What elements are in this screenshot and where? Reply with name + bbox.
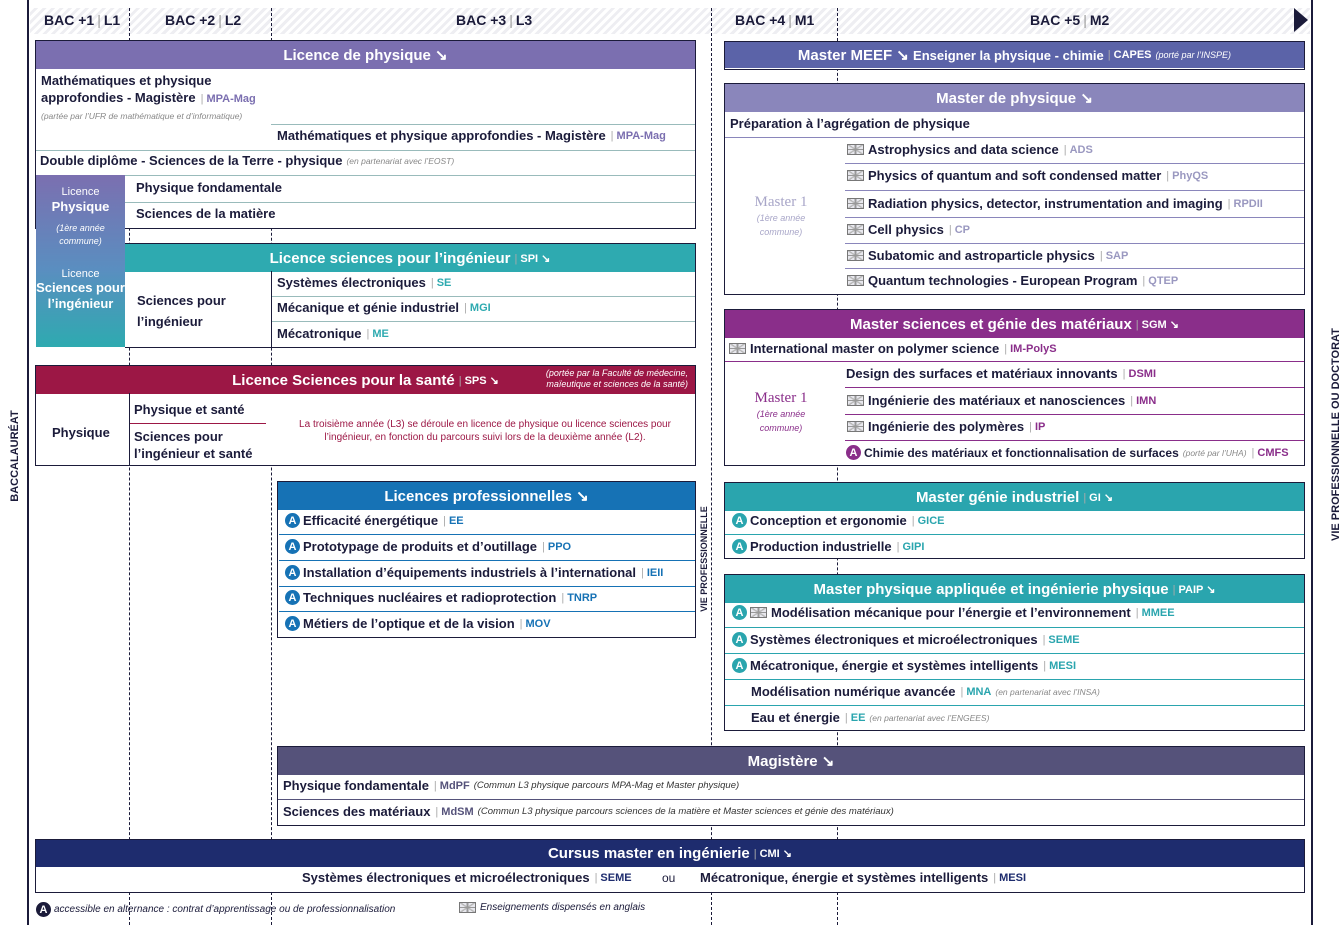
alternance-icon: A bbox=[732, 539, 747, 554]
master-meef-box bbox=[724, 41, 1305, 70]
msgm-item-dsmi: Design des surfaces et matériaux innovants | DSMI bbox=[846, 366, 1156, 381]
lspi-item-mgi: Mécanique et génie industriel | MGI bbox=[277, 300, 491, 315]
alternance-icon: A bbox=[36, 902, 51, 917]
mgi-item-gice: A Conception et ergonomie | GICE bbox=[732, 513, 945, 528]
uk-flag-icon bbox=[459, 902, 476, 913]
lsps-row-spi-sante: Sciences pour l’ingénieur et santé bbox=[134, 429, 253, 461]
lsps-left-label: Physique bbox=[52, 425, 110, 440]
alternance-icon: A bbox=[285, 513, 300, 528]
lsps-note: (portée par la Faculté de médecine, maïeutique et sciences de la santé) bbox=[545, 368, 688, 389]
uk-flag-icon bbox=[847, 170, 864, 181]
lpro-item-ppo: A Prototypage de produits et d’outillage | PPO bbox=[285, 539, 571, 554]
msgm-item-cmfs: A Chimie des matériaux et fonctionnalisation de surfaces (porté par l’UHA) | CMFS bbox=[846, 445, 1289, 460]
mag-item-mdpf: Physique fondamentale | MdPF (Commun L3 physique parcours MPA-Mag et Master physique) bbox=[283, 778, 739, 793]
cmi-item-seme: Systèmes électroniques et microélectroniques | SEME bbox=[302, 870, 632, 885]
master-paip-title[interactable]: Master physique appliquée et ingénierie physique | PAIP ↘ bbox=[725, 575, 1304, 603]
alternance-icon: A bbox=[732, 658, 747, 673]
alternance-icon: A bbox=[285, 616, 300, 631]
level-bac4: BAC +4 | M1 bbox=[735, 12, 815, 28]
lspi-item-se: Systèmes électroniques | SE bbox=[277, 275, 451, 290]
magistere-title[interactable]: Magistère ↘ bbox=[278, 747, 1304, 775]
mphys-master1: Master 1 (1ère année commune) bbox=[754, 194, 808, 237]
mphys-item-cp: Cell physics | CP bbox=[847, 222, 970, 237]
lphys-row-double-diplome: Double diplôme - Sciences de la Terre - physique (en partenariat avec l’EOST) bbox=[40, 153, 455, 168]
mphys-item-phyqs: Physics of quantum and soft condensed matter | PhyQS bbox=[847, 168, 1208, 183]
mphys-item-ads: Astrophysics and data science | ADS bbox=[847, 142, 1093, 157]
licence-physique-common: Licence Physique (1ère année commune) bbox=[51, 186, 110, 246]
level-bac2: BAC +2 | L2 bbox=[165, 12, 242, 28]
right-border bbox=[1311, 0, 1313, 925]
uk-flag-icon bbox=[729, 343, 746, 354]
licence-spi-title[interactable]: Licence sciences pour l’ingénieur | SPI ↘ bbox=[125, 244, 695, 272]
lpro-item-tnrp: A Techniques nucléaires et radioprotection | TNRP bbox=[285, 590, 597, 605]
lphys-row-mpamag-l3: Mathématiques et physique approfondies - Magistère | MPA-Mag bbox=[277, 128, 666, 143]
uk-flag-icon bbox=[847, 275, 864, 286]
legend-alternance: A accessible en alternance : contrat d’apprentissage ou de professionnalisation bbox=[36, 902, 395, 917]
alternance-icon: A bbox=[846, 445, 861, 460]
master-gi-title[interactable]: Master génie industriel | GI ↘ bbox=[725, 483, 1304, 511]
paip-item-mna: Modélisation numérique avancée | MNA (en partenariat avec l’INSA) bbox=[751, 684, 1100, 699]
cmi-title[interactable]: Cursus master en ingénierie | CMI ↘ bbox=[36, 840, 1304, 867]
licence-sps-title[interactable]: Licence Sciences pour la santé | SPS ↘ bbox=[36, 366, 695, 394]
uk-flag-icon bbox=[847, 421, 864, 432]
cmi-or: ou bbox=[662, 871, 676, 885]
master-physique-title[interactable]: Master de physique ↘ bbox=[725, 84, 1304, 112]
level-bac1: BAC +1 | L1 bbox=[44, 12, 121, 28]
lspi-item-me: Mécatronique | ME bbox=[277, 326, 389, 341]
lphys-row-matiere: Sciences de la matière bbox=[136, 206, 276, 221]
lsps-row-sante: Physique et santé bbox=[134, 402, 245, 417]
licence-spi-common: Licence Sciences pour l’ingénieur bbox=[36, 268, 125, 311]
mphys-item-qtep: Quantum technologies - European Program | QTEP bbox=[847, 273, 1178, 288]
alternance-icon: A bbox=[285, 539, 300, 554]
msgm-master1: Master 1 (1ère année commune) bbox=[754, 390, 808, 433]
lphys-row-mpamag-l1: Mathématiques et physique approfondies - Magistère| MPA-Mag (partée par l’UFR de mathématique et d’informatique) bbox=[41, 72, 256, 125]
msgm-item-imn: Ingénierie des matériaux et nanosciences | IMN bbox=[847, 393, 1156, 408]
msgm-item-impolys: International master on polymer science | IM-PolyS bbox=[729, 341, 1057, 356]
master-physique-box bbox=[724, 83, 1305, 295]
paip-item-mesi: A Mécatronique, énergie et systèmes intelligents | MESI bbox=[732, 658, 1076, 673]
left-border bbox=[27, 0, 29, 925]
level-bac3: BAC +3 | L3 bbox=[456, 12, 533, 28]
msgm-item-ip: Ingénierie des polymères | IP bbox=[847, 419, 1045, 434]
mgi-item-gipi: A Production industrielle | GIPI bbox=[732, 539, 924, 554]
lphys-row-fondamentale: Physique fondamentale bbox=[136, 180, 282, 195]
alternance-icon: A bbox=[285, 590, 300, 605]
lsps-description: La troisième année (L3) se déroule en licence de physique ou licence sciences pour l’ingénieur, en fonction du parcours suivi lors de la deuxième année (L2). bbox=[299, 419, 671, 443]
master-sgm-title[interactable]: Master sciences et génie des matériaux | SGM ↘ bbox=[725, 310, 1304, 338]
lspi-left-label: Sciences pour l’ingénieur bbox=[137, 293, 226, 329]
licences-pro-title[interactable]: Licences professionnelles ↘ bbox=[278, 482, 695, 510]
mag-item-mdsm: Sciences des matériaux | MdSM (Commun L3 physique parcours sciences de la matière et Master sciences et génie des matériaux) bbox=[283, 804, 894, 819]
uk-flag-icon bbox=[847, 198, 864, 209]
licence-physique-title[interactable]: Licence de physique ↘ bbox=[36, 41, 695, 69]
lpro-item-ieii: A Installation d’équipements industriels à l’international | IEII bbox=[285, 565, 663, 580]
uk-flag-icon bbox=[847, 250, 864, 261]
paip-item-seme: A Systèmes électroniques et microélectroniques | SEME bbox=[732, 632, 1080, 647]
paip-item-mmee: A Modélisation mécanique pour l’énergie et l’environnement | MMEE bbox=[732, 605, 1175, 620]
alternance-icon: A bbox=[732, 605, 747, 620]
legend-english: Enseignements dispensés en anglais bbox=[459, 902, 645, 913]
alternance-icon: A bbox=[285, 565, 300, 580]
mphys-agregation: Préparation à l’agrégation de physique bbox=[730, 116, 970, 131]
side-label-right: VIE PROFESSIONNELLE OU DOCTORAT bbox=[1330, 328, 1342, 541]
side-label-middle: VIE PROFESSIONNELLE bbox=[699, 506, 709, 612]
mphys-item-rpdii: Radiation physics, detector, instrumentation and imaging | RPDII bbox=[847, 196, 1263, 211]
side-label-left: BACCALAURÉAT bbox=[9, 410, 21, 502]
lpro-item-ee: A Efficacité énergétique | EE bbox=[285, 513, 464, 528]
uk-flag-icon bbox=[847, 224, 864, 235]
alternance-icon: A bbox=[732, 513, 747, 528]
progress-arrow-icon bbox=[1294, 8, 1308, 32]
paip-item-ee: Eau et énergie | EE (en partenariat avec l’ENGEES) bbox=[751, 710, 989, 725]
lpro-item-mov: A Métiers de l’optique et de la vision | MOV bbox=[285, 616, 551, 631]
uk-flag-icon bbox=[847, 395, 864, 406]
uk-flag-icon bbox=[847, 144, 864, 155]
level-bac5: BAC +5 | M2 bbox=[1030, 12, 1110, 28]
alternance-icon: A bbox=[732, 632, 747, 647]
uk-flag-icon bbox=[750, 607, 767, 618]
cmi-item-mesi: Mécatronique, énergie et systèmes intelligents | MESI bbox=[700, 870, 1026, 885]
master-meef-title[interactable]: Master MEEF ↘ Enseigner la physique - chimie | CAPES (porté par l’INSPE) bbox=[725, 42, 1304, 68]
mphys-item-sap: Subatomic and astroparticle physics | SAP bbox=[847, 248, 1128, 263]
